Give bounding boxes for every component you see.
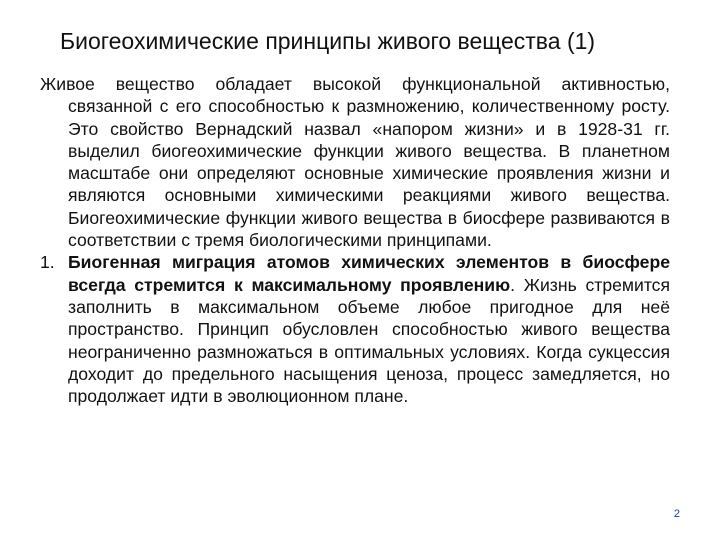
principle-item xyxy=(40,251,670,407)
principle-heading-end: . xyxy=(510,274,516,295)
intro-text: Живое вещество обладает высокой функциональной активностью, связанной с его способностью к размножению, количественному росту. Это свойство Вернадский назвал «напором жизни» и в 1928-31 гг. выделил биогеохимические функции живого вещества. В планетном масштабе они определяют основные химические проявления жизни и являются основными химическими реакциями живого вещества. Биогеохимические функции живого вещества в биосфере развиваются в соответствии с тремя биологическими принципами. xyxy=(40,74,670,251)
principle-heading: Биогенная миграция атомов химических элементов в биосфере всегда стремится к максимальному проявлению xyxy=(68,252,670,295)
page-number: 2 xyxy=(673,508,680,520)
slide-body xyxy=(40,73,670,407)
list-number: 1. xyxy=(40,252,55,273)
principle-text: Жизнь стремится заполнить в максимальном объеме любое пригодное для неё пространство. Принцип обусловлен способностью живого вещества неограниченно размножаться в оптимальных условиях. Когда сукцессия доходит до предельного насыщения ценоза, процесс замедляется, но продолжает идти в эволюционном плане. xyxy=(68,274,670,407)
intro-paragraph xyxy=(40,73,670,251)
slide-title: Биогеохимические принципы живого вещества (1) xyxy=(60,28,596,54)
